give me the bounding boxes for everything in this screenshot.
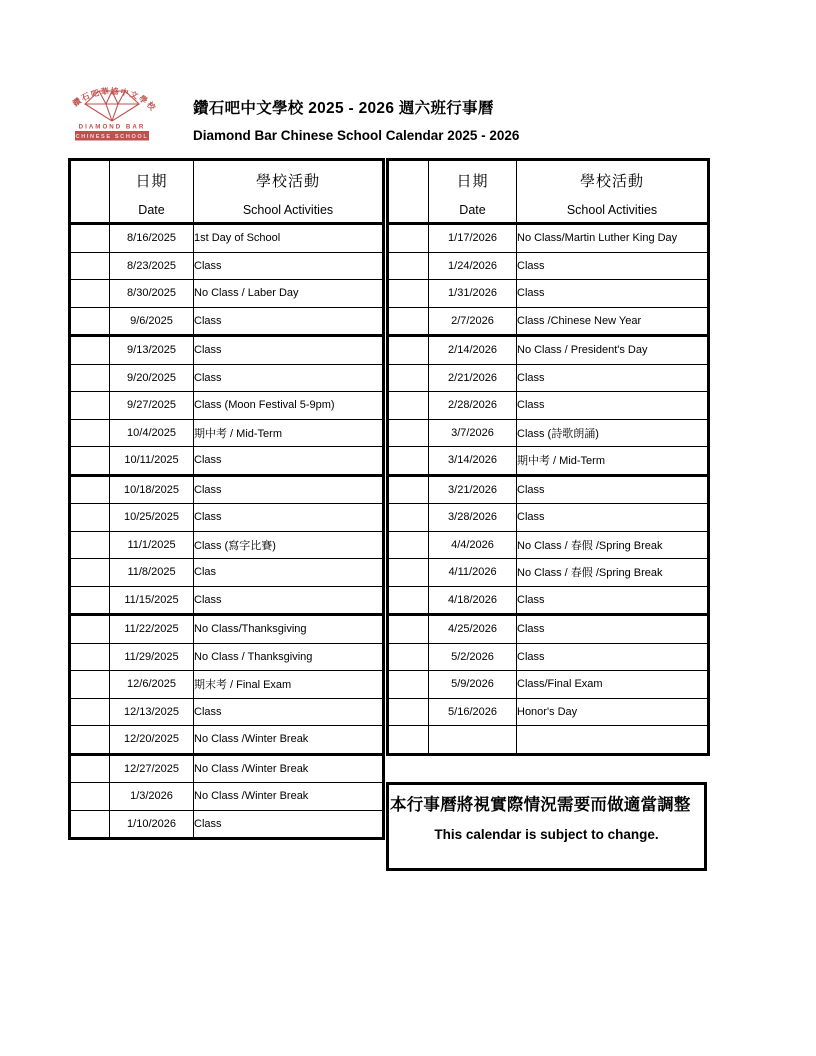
- activity-cell: No Class /Winter Break: [194, 783, 384, 811]
- fall-calendar-row: [70, 224, 384, 253]
- diamond-logo-icon: [62, 74, 162, 142]
- activity-cell: Class: [194, 364, 384, 392]
- date-cell: 8/16/2025: [110, 224, 194, 253]
- activity-cell: Class/Final Exam: [517, 671, 709, 699]
- row-blank-cell: [70, 698, 110, 726]
- activity-cell: Class: [194, 586, 384, 615]
- svg-text:鑽石吧華協中文學校: [71, 86, 159, 113]
- date-cell: 9/27/2025: [110, 392, 194, 420]
- spring-calendar-row: [388, 336, 709, 365]
- subject-to-change-note: [386, 782, 707, 871]
- activity-cell: Class: [194, 504, 384, 532]
- row-blank-cell: [388, 586, 429, 615]
- activity-cell: No Class / Laber Day: [194, 280, 384, 308]
- spring-calendar-row: [388, 280, 709, 308]
- date-cell: 2/7/2026: [429, 307, 517, 336]
- row-blank-cell: [70, 615, 110, 644]
- activity-cell: No Class / 春假 /Spring Break: [517, 559, 709, 587]
- fall-calendar-row: [70, 475, 384, 504]
- date-header-chinese: 日期: [135, 173, 168, 190]
- date-cell: 1/3/2026: [110, 783, 194, 811]
- row-blank-cell: [70, 475, 110, 504]
- activity-cell: Class (Moon Festival 5-9pm): [194, 392, 384, 420]
- spring-calendar-row: [388, 419, 709, 447]
- date-cell: 4/18/2026: [429, 586, 517, 615]
- note-english: This calendar is subject to change.: [434, 827, 659, 842]
- activity-cell: Clas: [194, 559, 384, 587]
- activity-cell: 期末考 / Final Exam: [194, 671, 384, 699]
- header-activities-cell: [517, 160, 709, 224]
- date-header-english: Date: [138, 203, 165, 217]
- activity-cell: No Class / 春假 /Spring Break: [517, 531, 709, 559]
- activity-cell: Class: [194, 810, 384, 839]
- date-cell: 5/9/2026: [429, 671, 517, 699]
- spring-calendar-row: [388, 252, 709, 280]
- date-cell: 8/30/2025: [110, 280, 194, 308]
- spring-calendar-row: [388, 531, 709, 559]
- row-blank-cell: [70, 504, 110, 532]
- row-blank-cell: [70, 336, 110, 365]
- date-cell: 12/6/2025: [110, 671, 194, 699]
- activity-cell: Class (寫字比賽): [194, 531, 384, 559]
- activity-cell: Class (詩歌朗誦): [517, 419, 709, 447]
- activity-cell: 期中考 / Mid-Term: [517, 447, 709, 476]
- activities-header-chinese: 學校活動: [255, 173, 320, 190]
- activity-cell: Class: [194, 307, 384, 336]
- fall-calendar-row: [70, 307, 384, 336]
- date-cell: 12/20/2025: [110, 726, 194, 755]
- header-blank-cell: [388, 160, 429, 224]
- row-blank-cell: [70, 224, 110, 253]
- row-blank-cell: [388, 364, 429, 392]
- activity-cell: Class: [517, 504, 709, 532]
- activity-cell: No Class / President's Day: [517, 336, 709, 365]
- spring-calendar-row: [388, 392, 709, 420]
- fall-calendar-row: [70, 336, 384, 365]
- date-cell: 3/7/2026: [429, 419, 517, 447]
- activity-cell: Class: [517, 280, 709, 308]
- activity-cell: Class: [517, 392, 709, 420]
- activity-cell: Class: [194, 252, 384, 280]
- date-cell: 9/20/2025: [110, 364, 194, 392]
- fall-calendar-row: [70, 698, 384, 726]
- fall-calendar-row: [70, 531, 384, 559]
- activity-cell: No Class/Martin Luther King Day: [517, 224, 709, 253]
- row-blank-cell: [388, 392, 429, 420]
- spring-calendar-row: [388, 224, 709, 253]
- row-blank-cell: [70, 810, 110, 839]
- fall-calendar-row: [70, 447, 384, 476]
- date-cell: 3/14/2026: [429, 447, 517, 476]
- row-blank-cell: [388, 671, 429, 699]
- fall-calendar-row: [70, 754, 384, 783]
- fall-calendar-row: [70, 615, 384, 644]
- table-header-row: [70, 160, 384, 224]
- logo-line2: CHINESE SCHOOL: [75, 134, 149, 141]
- row-blank-cell: [388, 504, 429, 532]
- row-blank-cell: [70, 643, 110, 671]
- date-cell: 1/31/2026: [429, 280, 517, 308]
- row-blank-cell: [388, 531, 429, 559]
- row-blank-cell: [388, 615, 429, 644]
- row-blank-cell: [70, 447, 110, 476]
- row-blank-cell: [70, 531, 110, 559]
- date-cell: 1/24/2026: [429, 252, 517, 280]
- row-blank-cell: [388, 643, 429, 671]
- activity-cell: Class: [194, 447, 384, 476]
- row-blank-cell: [70, 280, 110, 308]
- date-cell: 8/23/2025: [110, 252, 194, 280]
- fall-calendar-row: [70, 671, 384, 699]
- date-cell: [429, 726, 517, 755]
- date-cell: 4/25/2026: [429, 615, 517, 644]
- date-cell: 11/15/2025: [110, 586, 194, 615]
- date-cell: 10/4/2025: [110, 419, 194, 447]
- fall-calendar-row: [70, 559, 384, 587]
- date-cell: 3/21/2026: [429, 475, 517, 504]
- note-chinese: 本行事曆將視實際情況需要而做適當調整: [390, 796, 691, 814]
- date-header-chinese: 日期: [456, 173, 489, 190]
- date-cell: 2/21/2026: [429, 364, 517, 392]
- row-blank-cell: [388, 252, 429, 280]
- page-title-chinese: 鑽石吧中文學校 2025 - 2026 週六班行事曆: [193, 100, 494, 117]
- date-cell: 4/11/2026: [429, 559, 517, 587]
- activity-cell: Class: [517, 643, 709, 671]
- spring-calendar-row: [388, 726, 709, 755]
- activity-cell: [517, 726, 709, 755]
- activity-cell: Class: [517, 364, 709, 392]
- date-cell: 11/22/2025: [110, 615, 194, 644]
- date-cell: 12/27/2025: [110, 754, 194, 783]
- activity-cell: 期中考 / Mid-Term: [194, 419, 384, 447]
- row-blank-cell: [388, 224, 429, 253]
- spring-calendar-row: [388, 643, 709, 671]
- row-blank-cell: [70, 419, 110, 447]
- date-cell: 12/13/2025: [110, 698, 194, 726]
- spring-calendar-row: [388, 698, 709, 726]
- activity-cell: Class: [517, 586, 709, 615]
- header-date-cell: [429, 160, 517, 224]
- row-blank-cell: [70, 726, 110, 755]
- row-blank-cell: [70, 754, 110, 783]
- activities-header-english: School Activities: [242, 203, 334, 217]
- calendar-table-fall: [68, 158, 385, 840]
- activity-cell: Class: [194, 698, 384, 726]
- row-blank-cell: [70, 783, 110, 811]
- table-header-row: [388, 160, 709, 224]
- row-blank-cell: [70, 364, 110, 392]
- row-blank-cell: [70, 671, 110, 699]
- spring-calendar-row: [388, 307, 709, 336]
- date-cell: 10/25/2025: [110, 504, 194, 532]
- date-cell: 11/29/2025: [110, 643, 194, 671]
- row-blank-cell: [70, 252, 110, 280]
- fall-calendar-row: [70, 504, 384, 532]
- activity-cell: No Class /Winter Break: [194, 726, 384, 755]
- activity-cell: Class: [517, 252, 709, 280]
- spring-calendar-row: [388, 475, 709, 504]
- activity-cell: Class: [194, 336, 384, 365]
- date-cell: 3/28/2026: [429, 504, 517, 532]
- spring-calendar-row: [388, 559, 709, 587]
- fall-calendar-row: [70, 280, 384, 308]
- fall-calendar-row: [70, 364, 384, 392]
- row-blank-cell: [388, 475, 429, 504]
- activity-cell: Class: [517, 475, 709, 504]
- fall-calendar-row: [70, 726, 384, 755]
- row-blank-cell: [388, 447, 429, 476]
- header-blank-cell: [70, 160, 110, 224]
- spring-calendar-row: [388, 586, 709, 615]
- activities-header-english: School Activities: [566, 203, 658, 217]
- page-title-english: Diamond Bar Chinese School Calendar 2025 - 2026: [193, 128, 520, 143]
- fall-calendar-row: [70, 810, 384, 839]
- fall-calendar-row: [70, 643, 384, 671]
- header-date-cell: [110, 160, 194, 224]
- activity-cell: 1st Day of School: [194, 224, 384, 253]
- date-cell: 1/17/2026: [429, 224, 517, 253]
- activity-cell: Honor's Day: [517, 698, 709, 726]
- activity-cell: No Class/Thanksgiving: [194, 615, 384, 644]
- activity-cell: No Class / Thanksgiving: [194, 643, 384, 671]
- school-logo: [62, 74, 162, 142]
- row-blank-cell: [70, 392, 110, 420]
- date-cell: 11/8/2025: [110, 559, 194, 587]
- row-blank-cell: [388, 726, 429, 755]
- activities-header-chinese: 學校活動: [579, 173, 644, 190]
- row-blank-cell: [70, 307, 110, 336]
- date-cell: 10/11/2025: [110, 447, 194, 476]
- fall-calendar-row: [70, 252, 384, 280]
- fall-calendar-row: [70, 586, 384, 615]
- row-blank-cell: [388, 307, 429, 336]
- activity-cell: Class /Chinese New Year: [517, 307, 709, 336]
- row-blank-cell: [70, 586, 110, 615]
- fall-calendar-row: [70, 419, 384, 447]
- calendar-table-spring: [386, 158, 710, 756]
- activity-cell: Class: [517, 615, 709, 644]
- fall-calendar-row: [70, 783, 384, 811]
- row-blank-cell: [388, 336, 429, 365]
- date-cell: 5/2/2026: [429, 643, 517, 671]
- header-activities-cell: [194, 160, 384, 224]
- logo-line1: DIAMOND BAR: [78, 123, 146, 131]
- date-cell: 2/14/2026: [429, 336, 517, 365]
- spring-calendar-row: [388, 504, 709, 532]
- spring-calendar-row: [388, 364, 709, 392]
- date-cell: 11/1/2025: [110, 531, 194, 559]
- row-blank-cell: [388, 698, 429, 726]
- logo-arc-text: 鑽石吧華協中文學校: [71, 86, 159, 114]
- date-cell: 9/13/2025: [110, 336, 194, 365]
- spring-calendar-row: [388, 447, 709, 476]
- date-cell: 10/18/2025: [110, 475, 194, 504]
- date-cell: 1/10/2026: [110, 810, 194, 839]
- fall-calendar-row: [70, 392, 384, 420]
- row-blank-cell: [70, 559, 110, 587]
- row-blank-cell: [388, 559, 429, 587]
- spring-calendar-row: [388, 615, 709, 644]
- date-cell: 2/28/2026: [429, 392, 517, 420]
- date-cell: 4/4/2026: [429, 531, 517, 559]
- row-blank-cell: [388, 419, 429, 447]
- date-cell: 9/6/2025: [110, 307, 194, 336]
- spring-calendar-row: [388, 671, 709, 699]
- row-blank-cell: [388, 280, 429, 308]
- date-header-english: Date: [459, 203, 486, 217]
- activity-cell: No Class /Winter Break: [194, 754, 384, 783]
- activity-cell: Class: [194, 475, 384, 504]
- date-cell: 5/16/2026: [429, 698, 517, 726]
